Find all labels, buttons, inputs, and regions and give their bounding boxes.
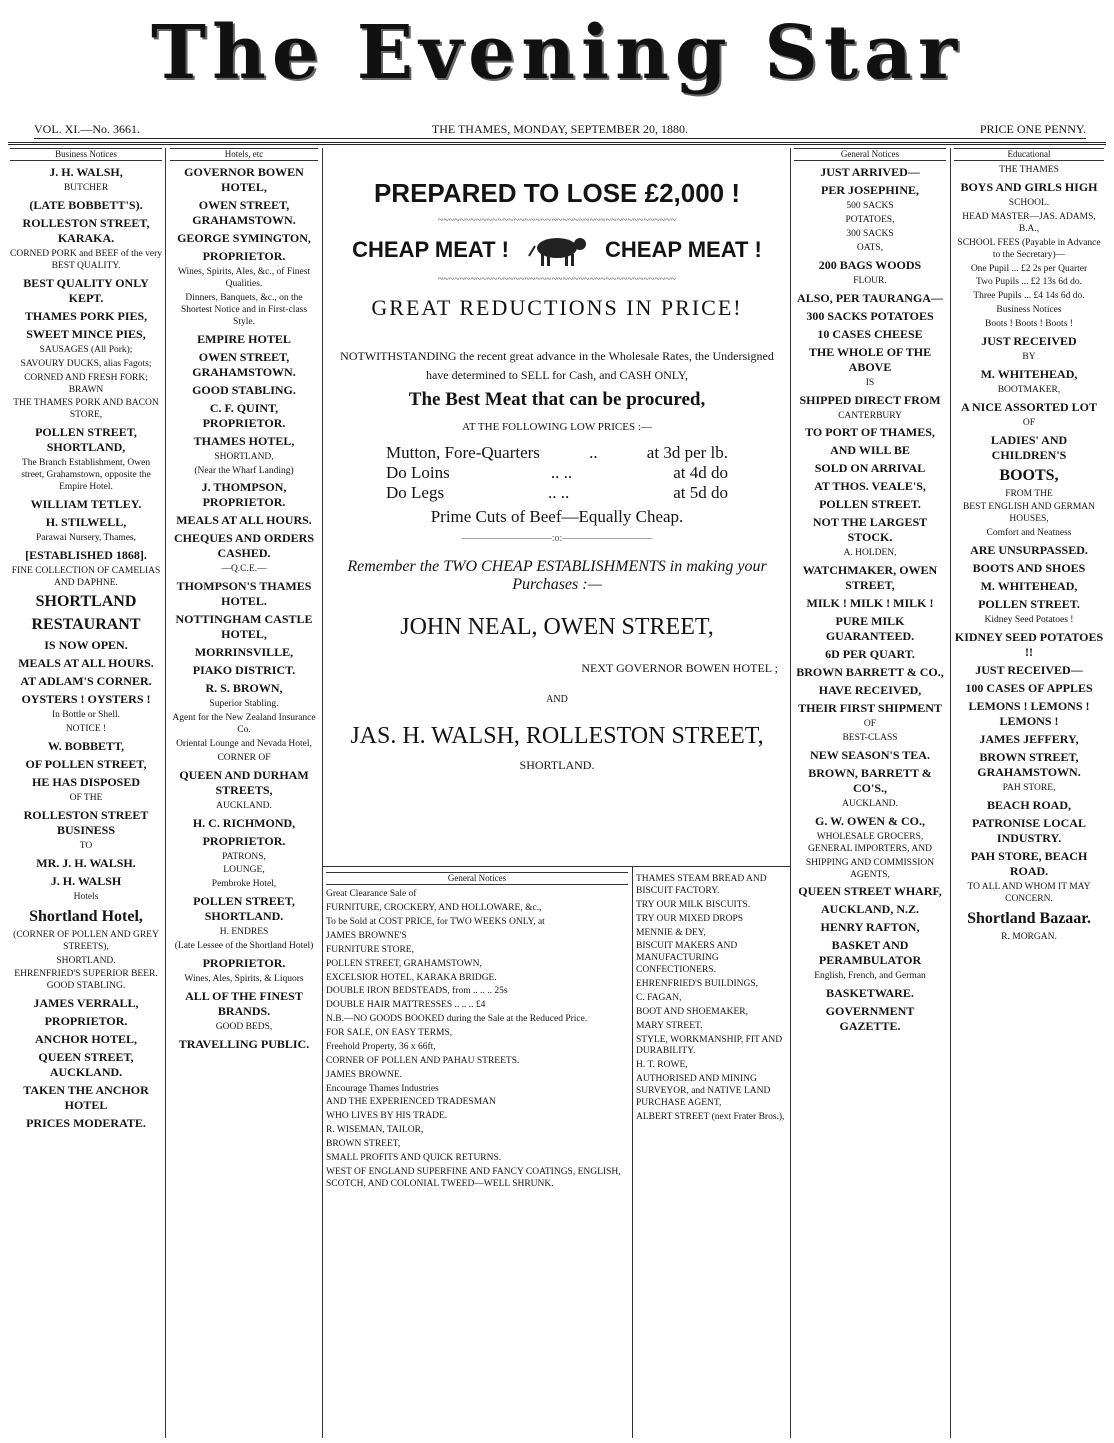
notice-line: MR. J. H. WALSH. [36, 855, 136, 870]
notice-list [326, 889, 628, 1190]
notice-line: THAMES HOTEL, [193, 433, 295, 448]
notice-line: BROWN STREET, GRAHAMSTOWN. [977, 749, 1081, 779]
notice-line: TO ALL AND WHOM IT MAY CONCERN. [967, 881, 1091, 904]
meat-advertisement [326, 148, 788, 848]
notice-line: PROPRIETOR. [202, 833, 286, 848]
newspaper-title: The Evening Star [151, 10, 963, 96]
price-row [386, 483, 728, 503]
notice-line: MORRINSVILLE, [194, 645, 294, 660]
bread-biscuit-column [636, 872, 786, 1438]
notice-line: GEORGE SYMINGTON, [177, 231, 311, 246]
notice-line: ROLLESTON STREET BUSINESS [23, 808, 149, 837]
notice-line: THEIR FIRST SHIPMENT [798, 701, 942, 716]
notice-line: —Q.C.E.— [221, 564, 267, 575]
notice-line: To be Sold at COST PRICE, for TWO WEEKS ONLY, at [326, 917, 545, 927]
notice-line: THAMES STEAM BREAD AND BISCUIT FACTORY. [636, 874, 767, 896]
notice-line: BOOTS, [999, 466, 1059, 484]
column-header: Hotels, etc [170, 148, 318, 161]
notice-line: OWEN STREET, GRAHAMSTOWN. [192, 198, 296, 228]
notice-line: CORNED AND FRESH FORK; BRAWN [24, 372, 148, 395]
notice-line: H. STILWELL, [45, 514, 127, 529]
notice-line: WATCHMAKER, OWEN STREET, [802, 563, 938, 593]
notice-line: SOLD ON ARRIVAL [814, 461, 926, 476]
notice-line: AT THOS. VEALE'S, [814, 479, 926, 494]
cheap-meat-right: CHEAP MEAT ! [605, 237, 762, 262]
notice-line: WHO LIVES BY HIS TRADE. [326, 1111, 448, 1122]
notice-line: 100 CASES OF APPLES [965, 680, 1093, 695]
notice-line: Agent for the New Zealand Insurance Co. [172, 713, 316, 735]
notice-line: QUEEN STREET WHARF, [798, 884, 942, 899]
notice-line: 300 SACKS POTATOES [806, 308, 934, 323]
notice-line: PAH STORE, BEACH ROAD. [970, 848, 1088, 878]
issue-date: THE THAMES, MONDAY, SEPTEMBER 20, 1880. [431, 122, 689, 136]
notice-line: R. MORGAN. [1001, 931, 1057, 942]
notice-line: POLLEN STREET, SHORTLAND, [35, 425, 137, 455]
notice-line: ALL OF THE FINEST BRANDS. [185, 988, 303, 1018]
notice-line: English, French, and German [814, 971, 926, 982]
shop-walsh: JAS. H. WALSH, ROLLESTON STREET, [350, 723, 764, 750]
notice-line: Parawai Nursery, Thames, [36, 532, 136, 543]
notice-line: WILLIAM TETLEY. [30, 496, 142, 511]
notice-line: ALBERT STREET (next Frater Bros.), [636, 1111, 785, 1122]
notice-line: JAMES BROWNE. [326, 1069, 403, 1080]
section-divider [322, 866, 790, 867]
price-price: at 5d do [673, 483, 728, 503]
notice-line: PIAKO DISTRICT. [192, 663, 296, 678]
best-meat: The Best Meat that can be procured, [408, 389, 706, 411]
notice-line: HEAD MASTER—JAS. ADAMS, B.A., [962, 212, 1096, 234]
notice-list [636, 874, 786, 1124]
notice-line: AUCKLAND. [842, 799, 898, 809]
notice-line: BOOTS AND SHOES [972, 561, 1086, 575]
notice-line: NOTTINGHAM CASTLE HOTEL, [175, 612, 313, 642]
notice-line: POLLEN STREET, SHORTLAND. [193, 894, 295, 924]
notice-line: TRY OUR MIXED DROPS [636, 913, 744, 924]
notice-line: PROPRIETOR. [44, 1014, 128, 1029]
headline: PREPARED TO LOSE £2,000 ! [373, 178, 741, 208]
notice-line: TRAVELLING PUBLIC. [178, 1036, 310, 1051]
notice-line: SHIPPED DIRECT FROM [799, 392, 941, 407]
notice-line: PER JOSEPHINE, [820, 183, 919, 198]
notice-line: Great Clearance Sale of [326, 889, 417, 900]
notice-line: Two Pupils ... £2 13s 6d do. [976, 277, 1082, 288]
notice-line: WEST OF ENGLAND SUPERFINE AND FANCY COATINGS, ENGLISH, SCOTCH, AND COLONIAL TWEED—WELL SHRUNK. [326, 1166, 621, 1189]
notice-line: EHRENFRIED'S SUPERIOR BEER. GOOD STABLING. [14, 969, 158, 992]
notice-line: BISCUIT MAKERS AND MANUFACTURING CONFECTIONERS. [636, 941, 738, 976]
notice-line: BOOT AND SHOEMAKER, [636, 1006, 748, 1017]
notice-line: QUEEN STREET, AUCKLAND. [38, 1050, 134, 1080]
notice-line: BROWN STREET, [326, 1139, 401, 1149]
notice-line: SHIPPING AND COMMISSION AGENTS, [805, 857, 935, 880]
price-intro: AT THE FOLLOWING LOW PRICES :— [462, 421, 652, 434]
notice-list [794, 165, 946, 1034]
column-header: General Notices [326, 872, 628, 885]
notice-line: AUTHORISED AND MINING SURVEYOR, and NATIVE LAND PURCHASE AGENT, [636, 1074, 771, 1108]
business-notices-column [10, 148, 162, 1438]
notice-line: EHRENFRIED'S BUILDINGS, [636, 979, 759, 989]
cheap-meat-left: CHEAP MEAT ! [352, 237, 509, 262]
notice-line: Business Notices [996, 305, 1062, 316]
dateline [34, 122, 1086, 139]
notice-line: Comfort and Neatness [986, 528, 1072, 539]
notice-line: BOYS AND GIRLS HIGH [960, 180, 1098, 195]
notice-line: J. THOMPSON, PROPRIETOR. [201, 480, 287, 510]
notice-line: Three Pupils ... £4 14s 6d do. [973, 291, 1085, 302]
price-item: Do Loins [386, 463, 450, 483]
notice-line: NOTICE ! [65, 724, 107, 735]
notice-line: AT ADLAM'S CORNER. [20, 674, 152, 689]
notice-line: RESTAURANT [31, 616, 141, 634]
notice-list [954, 165, 1104, 943]
notice-line: OYSTERS ! OYSTERS ! [21, 692, 151, 707]
notice-line: AUCKLAND, N.Z. [820, 902, 919, 917]
notice-line: THAMES PORK PIES, [24, 308, 148, 323]
notice-line: OF POLLEN STREET, [25, 757, 147, 772]
notice-line: STYLE, WORKMANSHIP, FIT AND DURABILITY. [636, 1034, 783, 1057]
notice-line: JUST ARRIVED— [820, 165, 920, 180]
notice-line: Wines, Ales, Spirits, & Liquors [184, 973, 304, 984]
column-divider [632, 866, 633, 1438]
notice-line: SAVOURY DUCKS, alias Fagots; [20, 358, 152, 369]
notice-line: IS NOW OPEN. [44, 638, 128, 653]
notice-line: M. WHITEHEAD, [980, 579, 1078, 593]
notice-line: GOOD BEDS, [215, 1021, 273, 1032]
general-notices-center [326, 872, 628, 1438]
shop-walsh-note: SHORTLAND. [519, 758, 595, 773]
notice-line: SMALL PROFITS AND QUICK RETURNS. [326, 1152, 502, 1163]
ox-icon [527, 232, 587, 268]
notice-line: TO PORT OF THAMES, [805, 425, 935, 440]
notice-line: GOVERNOR BOWEN HOTEL, [184, 165, 304, 195]
notice-line: ALSO, PER TAURANGA— [797, 290, 943, 305]
notice-line: OF THE [69, 793, 103, 804]
column-header: Business Notices [10, 148, 162, 161]
notice-line: J. H. WALSH, [49, 165, 123, 180]
notice-line: THE THAMES [999, 165, 1059, 176]
notice-line: OF [863, 719, 877, 730]
column-divider [322, 148, 323, 1438]
notice-line: CHEQUES AND ORDERS CASHED. [173, 531, 315, 561]
notice-line: BEST-CLASS [842, 733, 898, 744]
notice-line: (Near the Wharf Landing) [194, 465, 294, 476]
notice-line: BEST ENGLISH AND GERMAN HOUSES, [962, 502, 1096, 525]
notice-line: SHORTLAND. [56, 955, 116, 966]
column-divider [790, 148, 791, 1438]
ornament-rule: —————————:o:————————— [461, 533, 653, 545]
notice-line: TAKEN THE ANCHOR HOTEL [23, 1083, 149, 1113]
reductions-heading: GREAT REDUCTIONS IN PRICE! [371, 295, 743, 320]
price-price: at 3d per lb. [646, 443, 728, 463]
notice-line: OATS, [856, 242, 884, 253]
notice-line: CORNER OF [217, 752, 271, 763]
notice-line: R. WISEMAN, TAILOR, [326, 1125, 424, 1136]
notice-line: GOVERNMENT GAZETTE. [825, 1004, 915, 1034]
notice-line: BROWN, BARRETT & CO'S., [808, 766, 932, 795]
notice-line: DOUBLE IRON BEDSTEADS, from .. .. .. 25s [326, 986, 508, 997]
notice-line: PATRONS, [222, 851, 266, 862]
price-dots: .. .. [550, 463, 573, 483]
notice-line: JUST RECEIVED— [975, 662, 1083, 677]
notice-line: GOOD STABLING. [192, 382, 296, 397]
notice-line: JAMES JEFFERY, [979, 731, 1079, 746]
notice-line: MENNIE & DEY, [636, 927, 706, 938]
notice-line: (LATE BOBBETT'S). [29, 198, 143, 213]
price-row [386, 443, 728, 463]
price-item: Mutton, Fore-Quarters [386, 443, 540, 463]
notice-line: In Bottle or Shell. [51, 710, 121, 721]
volume-number: VOL. XI.—No. 3661. [34, 122, 140, 136]
notice-line: J. H. WALSH [50, 873, 122, 888]
notice-line: SWEET MINCE PIES, [26, 326, 146, 341]
notice-line: SAUSAGES (All Pork); [39, 344, 133, 355]
notice-line: Superior Stabling. [209, 699, 279, 710]
notice-line: EMPIRE HOTEL [197, 331, 291, 346]
price-price: at 4d do [673, 463, 728, 483]
ornament-rule: ~~~~~~~~~~~~~~~~~~~~~~~~~~~~~~~~~~~~~~~~~~~~ [437, 215, 677, 226]
notice-line: Shortland Bazaar. [967, 909, 1091, 927]
notice-line: MILK ! MILK ! MILK ! [806, 596, 934, 611]
notice-line: H. T. ROWE, [636, 1060, 688, 1071]
notice-line: THE THAMES PORK AND BACON STORE, [13, 398, 159, 421]
notice-line: THOMPSON'S THAMES HOTEL. [176, 579, 312, 609]
notice-line: POLLEN STREET, GRAHAMSTOWN, [326, 958, 482, 969]
notice-line: LADIES' AND CHILDREN'S [990, 432, 1068, 462]
shop-neal-note: NEXT GOVERNOR BOWEN HOTEL ; [581, 661, 778, 676]
notice-line: A. HOLDEN, [843, 548, 897, 559]
notice-line: SCHOOL. [1008, 198, 1050, 209]
notice-line: DOUBLE HAIR MATTRESSES .. .. .. £4 [326, 1000, 486, 1011]
price-dots: .. [589, 443, 598, 463]
masthead [0, 0, 1114, 118]
notice-line: KIDNEY SEED POTATOES !! [954, 629, 1104, 659]
notice-line: 6D PER QUART. [825, 647, 915, 662]
notice-line: BROWN BARRETT & CO., [796, 665, 944, 680]
notice-line: WHOLESALE GROCERS, GENERAL IMPORTERS, AND [808, 831, 932, 854]
notice-line: PRICES MODERATE. [26, 1116, 146, 1131]
notice-line: 500 SACKS [846, 201, 894, 212]
notice-line: AND WILL BE [830, 443, 910, 458]
general-notices-column [794, 148, 946, 1438]
notice-line: ANCHOR HOTEL, [34, 1032, 137, 1047]
hotels-column [170, 148, 318, 1438]
notice-line: Freehold Property, 36 x 66ft, [326, 1041, 436, 1052]
notice-line: Kidney Seed Potatoes ! [984, 615, 1074, 625]
notice-line: Oriental Lounge and Nevada Hotel, [176, 738, 312, 749]
notice-line: FOR SALE, ON EASY TERMS, [326, 1028, 453, 1038]
notice-line: CORNED PORK and BEEF of the very BEST QUALITY. [10, 249, 162, 271]
notice-line: Dinners, Banquets, &c., on the Shortest Notice and in First-class Style. [180, 293, 308, 327]
notice-line: C. F. QUINT, PROPRIETOR. [202, 400, 286, 430]
price-item: Do Legs [386, 483, 445, 503]
notice-line: PATRONISE LOCAL INDUSTRY. [972, 815, 1086, 845]
notice-line: BY [1022, 351, 1036, 362]
notice-line: Boots ! Boots ! Boots ! [985, 319, 1073, 329]
and-text: AND [546, 694, 568, 706]
ornament-rule: ~~~~~~~~~~~~~~~~~~~~~~~~~~~~~~~~~~~~~~~~~~~~ [437, 274, 677, 285]
price-list [386, 443, 728, 503]
notice-line: [ESTABLISHED 1868]. [25, 547, 147, 562]
notice-line: PROPRIETOR. [202, 249, 286, 264]
notice-line: OWEN STREET, GRAHAMSTOWN. [192, 349, 296, 379]
notice-line: AUCKLAND. [216, 800, 272, 811]
cheap-meat-banner [326, 232, 788, 268]
notice-line: BEST QUALITY ONLY KEPT. [23, 275, 149, 305]
prime-cuts: Prime Cuts of Beef—Equally Cheap. [430, 507, 684, 527]
notice-line: The Branch Establishment, Owen street, Grahamstown, opposite the Empire Hotel. [21, 458, 151, 492]
notice-line: MEALS AT ALL HOURS. [176, 513, 312, 528]
notice-line: PURE MILK GUARANTEED. [825, 614, 915, 644]
notice-line: BUTCHER [63, 183, 109, 194]
educational-column [954, 148, 1104, 1438]
notice-line: R. S. BROWN, [205, 681, 283, 696]
notice-list [170, 165, 318, 1051]
notice-line: IS [865, 377, 875, 388]
notice-line: Wines, Spirits, Ales, &c., of Finest Qualities. [177, 267, 311, 290]
notice-line: JUST RECEIVED [981, 333, 1077, 348]
notice-line: 10 CASES CHEESE [817, 326, 923, 341]
notice-line: Pembroke Hotel, [211, 879, 277, 890]
notice-line: BEACH ROAD, [986, 797, 1071, 812]
notice-line: M. WHITEHEAD, [980, 366, 1078, 381]
notice-line: POLLEN STREET. [978, 597, 1080, 611]
notice-line: LEMONS ! LEMONS ! LEMONS ! [968, 698, 1090, 728]
notice-line: QUEEN AND DURHAM STREETS, [179, 767, 309, 797]
notice-line: ROLLESTON STREET, KARAKA. [22, 216, 150, 246]
notice-line: (Late Lessee of the Shortland Hotel) [174, 941, 314, 951]
shop-neal: JOHN NEAL, OWEN STREET, [400, 614, 714, 641]
notice-line: H. ENDRES [219, 927, 269, 938]
notice-line: ARE UNSURPASSED. [970, 543, 1088, 557]
notice-line: Hotels [73, 891, 99, 902]
notice-line: Encourage Thames Industries [326, 1083, 439, 1094]
notice-line: SHORTLAND, [214, 451, 274, 462]
notice-line: W. BOBBETT, [47, 739, 125, 754]
notice-line: JAMES BROWNE'S [326, 930, 407, 941]
notice-line: C. FAGAN, [636, 992, 682, 1003]
notice-line: MEALS AT ALL HOURS. [18, 656, 154, 671]
notice-line: JAMES VERRALL, [33, 996, 139, 1011]
notice-line: BASKET AND PERAMBULATOR [818, 938, 922, 968]
notice-line: CORNER OF POLLEN AND PAHAU STREETS. [326, 1055, 520, 1066]
notice-line: SHORTLAND [35, 593, 137, 611]
notice-line: PROPRIETOR. [202, 955, 286, 970]
notice-line: AND THE EXPERIENCED TRADESMAN [326, 1097, 496, 1108]
price-row [386, 463, 728, 483]
notice-line: FINE COLLECTION OF CAMELIAS AND DAPHNE. [11, 565, 161, 588]
notice-list [10, 165, 162, 1131]
notice-line: TO [79, 841, 93, 851]
column-divider [165, 148, 166, 1438]
column-header: Educational [954, 148, 1104, 161]
notice-line: NEW SEASON'S TEA. [810, 748, 930, 762]
notice-line: EXCELSIOR HOTEL, KARAKA BRIDGE. [326, 972, 497, 983]
notice-line: CANTERBURY [838, 410, 902, 421]
notice-line: H. C. RICHMOND, [192, 815, 296, 830]
notice-line: FLOUR. [853, 275, 887, 286]
notice-line: HE HAS DISPOSED [31, 775, 141, 790]
intro-text: NOTWITHSTANDING the recent great advance in the Wholesale Rates, the Undersigned have determined to SELL for Cash, and CASH ONLY, [340, 349, 774, 383]
remember-text: Remember the TWO CHEAP ESTABLISHMENTS in making your Purchases :— [347, 558, 767, 594]
notice-line: 200 BAGS WOODS [818, 257, 922, 272]
notice-line: FROM THE [1005, 488, 1053, 499]
masthead-rule [8, 142, 1106, 145]
notice-line: G. W. OWEN & CO., [814, 813, 925, 828]
notice-line: PAH STORE, [1002, 782, 1056, 793]
notice-line: NOT THE LARGEST STOCK. [812, 515, 928, 545]
notice-line: HENRY RAFTON, [820, 920, 920, 935]
column-divider [950, 148, 951, 1438]
notice-line: TRY OUR MILK BISCUITS. [636, 899, 751, 910]
notice-line: N.B.—NO GOODS BOOKED during the Sale at the Reduced Price. [326, 1014, 588, 1025]
notice-line: One Pupil ... £2 2s per Quarter [970, 263, 1088, 274]
notice-line: POTATOES, [845, 215, 895, 226]
notice-line: BASKETWARE. [826, 986, 914, 1001]
notice-line: Shortland Hotel, [29, 907, 143, 925]
column-header: General Notices [794, 148, 946, 161]
notice-line: A NICE ASSORTED LOT [961, 399, 1097, 414]
notice-line: OF [1022, 417, 1036, 428]
notice-line: 300 SACKS [846, 229, 894, 239]
price-dots: .. .. [548, 483, 570, 503]
notice-line: LOUNGE, [223, 865, 265, 876]
notice-line: POLLEN STREET. [819, 497, 921, 512]
notice-line: SCHOOL FEES (Payable in Advance to the Secretary)— [957, 237, 1101, 260]
notice-line: (CORNER OF POLLEN AND GREY STREETS), [13, 929, 159, 952]
notice-line: FURNITURE STORE, [326, 944, 414, 955]
notice-line: HAVE RECEIVED, [818, 683, 922, 698]
price: PRICE ONE PENNY. [979, 122, 1086, 136]
notice-line: FURNITURE, CROCKERY, AND HOLLOWARE, &c., [326, 903, 542, 914]
notice-line: THE WHOLE OF THE ABOVE [808, 344, 932, 374]
notice-line: MARY STREET. [636, 1020, 703, 1031]
notice-line: BOOTMAKER, [997, 384, 1061, 395]
